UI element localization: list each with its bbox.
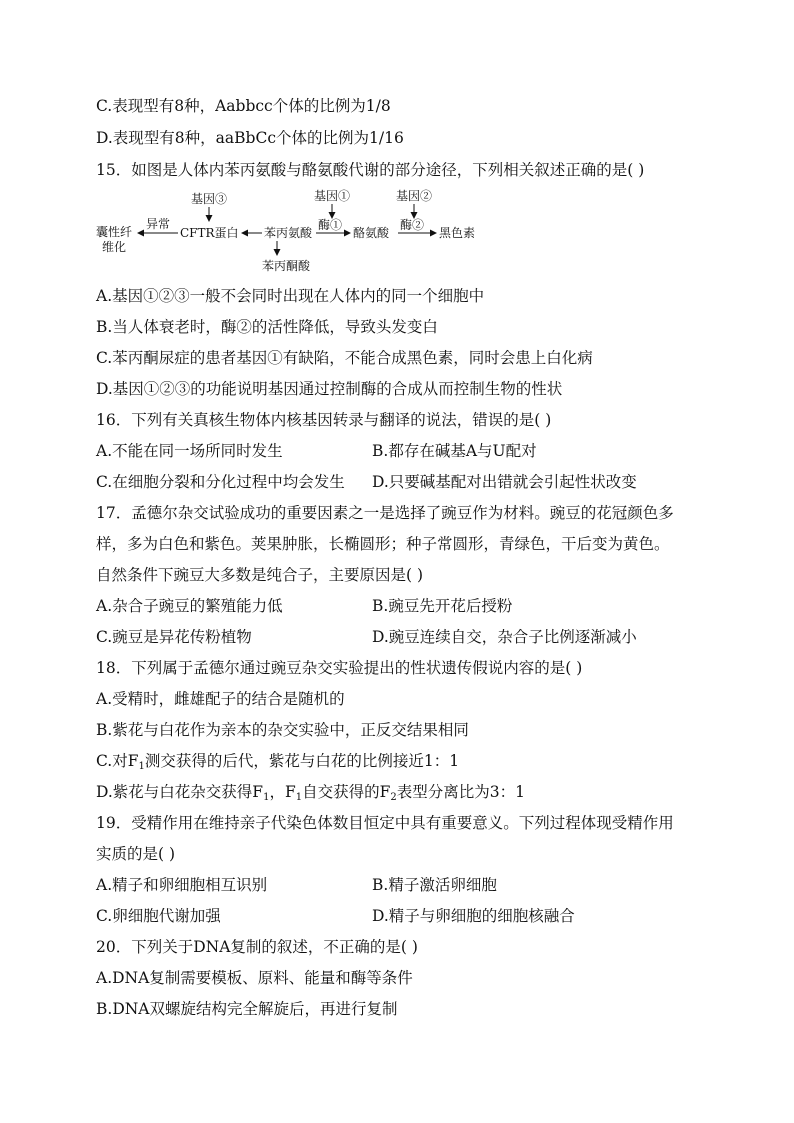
gene3-label: 基因③ [191, 192, 228, 206]
q17-row1 [96, 596, 716, 616]
q17-stem-line3: 自然条件下豌豆大多数是纯合子，主要原因是( ) [96, 566, 424, 584]
q19-option-a: A.精子和卵细胞相互识别 [96, 876, 268, 894]
q19-stem-line1: 19．受精作用在维持亲子代染色体数目恒定中具有重要意义。下列过程体现受精作用 [96, 814, 674, 832]
melanin-label: 黑色素 [439, 226, 476, 240]
gene2-label: 基因② [396, 189, 433, 203]
q17-stem-line1: 17．孟德尔杂交试验成功的重要因素之一是选择了豌豆作为材料。豌豆的花冠颜色多 [96, 504, 674, 522]
q15-option-b: B.当人体衰老时，酶②的活性降低，导致头发变白 [96, 318, 438, 336]
tyr-label: 酪氨酸 [353, 226, 390, 240]
q18-d-pre: D.紫花与白花杂交获得F [96, 783, 264, 801]
q18-c-post: 测交获得的后代，紫花与白花的比例接近1：1 [144, 752, 460, 770]
q19-option-d: D.精子与卵细胞的细胞核融合 [372, 907, 575, 925]
metabolism-pathway-diagram [96, 188, 516, 276]
q16-row2 [96, 472, 716, 492]
q19-option-c: C.卵细胞代谢加强 [96, 907, 221, 925]
q18-option-a: A.受精时，雌雄配子的结合是随机的 [96, 690, 345, 708]
q14-option-d: D.表现型有8种，aaBbCc个体的比例为1/16 [96, 129, 404, 147]
disease-label-line2: 维化 [102, 240, 127, 254]
disease-label-line1: 囊性纤 [96, 225, 133, 239]
q18-stem: 18．下列属于孟德尔通过豌豆杂交实验提出的性状遗传假说内容的是( ) [96, 659, 583, 677]
q18-d-post: 表型分离比为3：1 [396, 783, 525, 801]
enzyme2-label: 酶② [400, 218, 425, 232]
q18-option-d [96, 782, 716, 802]
q18-d-mid2: 自交获得的F [302, 783, 391, 801]
q15-option-d: D.基因①②③的功能说明基因通过控制酶的合成从而控制生物的性状 [96, 380, 563, 398]
q17-option-d: D.豌豆连续自交，杂合子比例逐渐减小 [372, 628, 637, 646]
q18-d-sub1: 1 [263, 792, 270, 803]
q14-option-c: C.表现型有8种，Aabbcc个体的比例为1/8 [96, 97, 391, 115]
q18-c-sub: 1 [138, 761, 145, 772]
q19-stem-line2: 实质的是( ) [96, 845, 176, 863]
gene1-label: 基因① [314, 189, 351, 203]
q17-option-b: B.豌豆先开花后授粉 [372, 597, 513, 615]
q19-row2 [96, 906, 716, 926]
q18-c-pre: C.对F [96, 752, 139, 770]
q18-d-sub3: 2 [390, 792, 397, 803]
q16-option-d: D.只要碱基配对出错就会引起性状改变 [372, 473, 637, 491]
q15-option-a: A.基因①②③一般不会同时出现在人体内的同一个细胞中 [96, 287, 485, 305]
q15-option-c: C.苯丙酮尿症的患者基因①有缺陷，不能合成黑色素，同时会患上白化病 [96, 349, 593, 367]
q18-option-c [96, 751, 716, 771]
q20-stem: 20．下列关于DNA复制的叙述，不正确的是( ) [96, 938, 418, 956]
q18-d-mid: ，F [269, 783, 296, 801]
q20-option-a: A.DNA复制需要模板、原料、能量和酶等条件 [96, 969, 413, 987]
q18-option-b: B.紫花与白花作为亲本的杂交实验中，正反交结果相同 [96, 721, 469, 739]
q18-d-sub2: 1 [295, 792, 303, 803]
q16-option-b: B.都存在碱基A与U配对 [372, 442, 537, 460]
q17-option-c: C.豌豆是异花传粉植物 [96, 628, 252, 646]
q17-row2 [96, 627, 716, 647]
q20-option-b: B.DNA双螺旋结构完全解旋后，再进行复制 [96, 1000, 398, 1018]
phe-label: 苯丙氨酸 [264, 226, 313, 240]
enzyme1-label: 酶① [318, 218, 343, 232]
q16-option-a: A.不能在同一场所同时发生 [96, 442, 283, 460]
q17-stem-line2: 样，多为白色和紫色。荚果肿胀，长椭圆形；种子常圆形，青绿色，干后变为黄色。 [96, 535, 670, 553]
q16-row1 [96, 441, 716, 461]
q15-stem: 15．如图是人体内苯丙氨酸与酪氨酸代谢的部分途径，下列相关叙述正确的是( ) [96, 161, 645, 179]
ppa-label: 苯丙酮酸 [262, 259, 311, 273]
cftr-label: CFTR蛋白 [180, 226, 239, 240]
q16-stem: 16．下列有关真核生物体内核基因转录与翻译的说法，错误的是( ) [96, 411, 552, 429]
q19-option-b: B.精子激活卵细胞 [372, 876, 497, 894]
q16-option-c: C.在细胞分裂和分化过程中均会发生 [96, 473, 345, 491]
q17-option-a: A.杂合子豌豆的繁殖能力低 [96, 597, 283, 615]
q19-row1 [96, 875, 716, 895]
abnormal-label: 异常 [146, 217, 171, 231]
